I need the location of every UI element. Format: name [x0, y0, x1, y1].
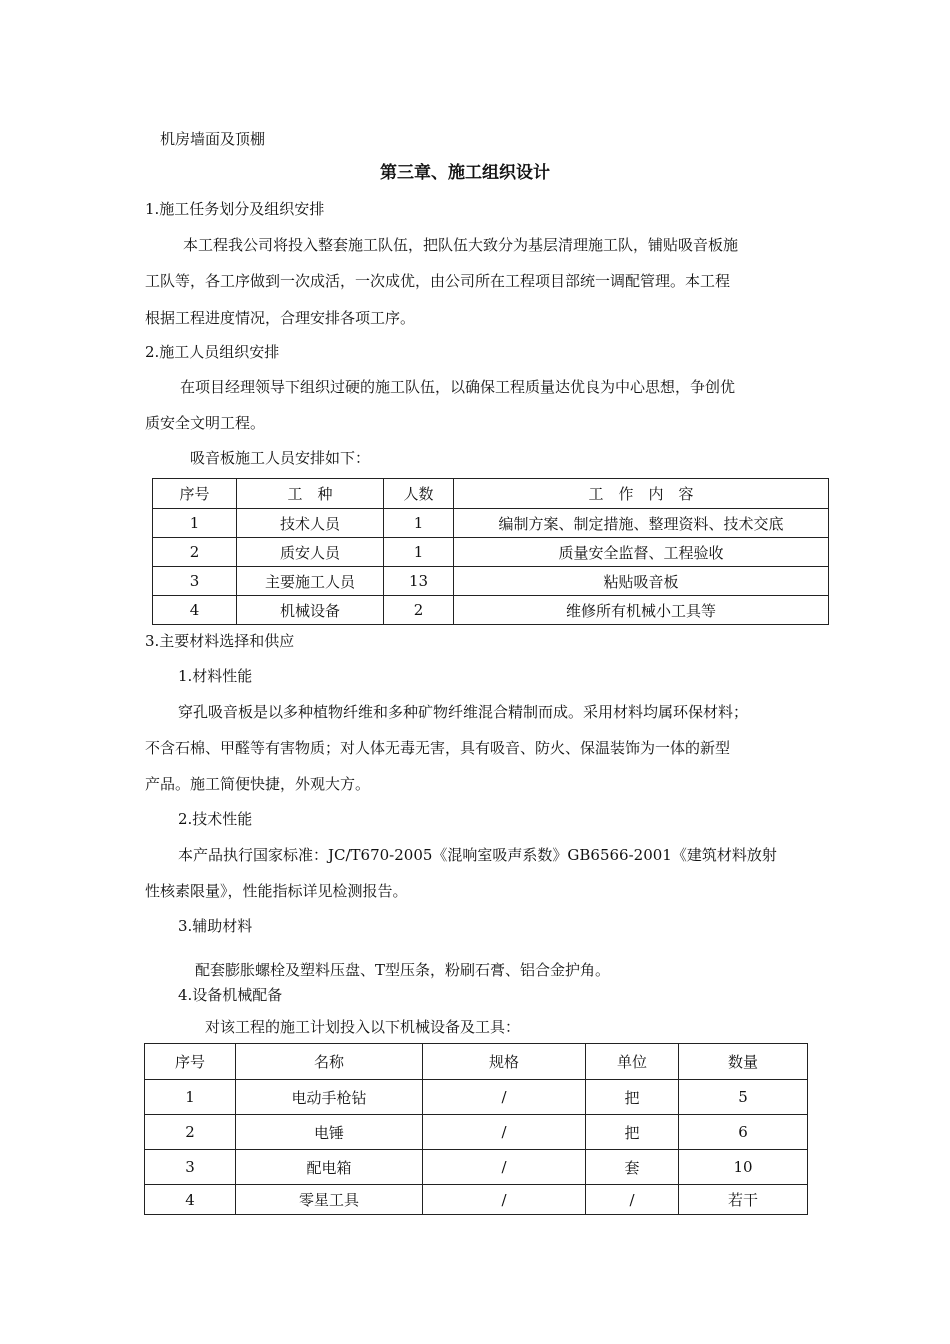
auxiliary-materials-line-1: 配套膨胀螺栓及塑料压盘、T型压条，粉刷石膏、铝合金护角。 — [195, 961, 611, 979]
material-performance-line-2: 不含石棉、甲醛等有害物质；对人体无毒无害，具有吸音、防火、保温装饰为一体的新型 — [145, 739, 731, 757]
section-2-heading: 2.施工人员组织安排 — [145, 343, 280, 361]
section-1-line-2: 工队等，各工序做到一次成活，一次成优，由公司所在工程项目部统一调配管理。本工程 — [145, 272, 731, 290]
table-cell: 技术人员 — [237, 509, 384, 538]
header-cell: 工 种 — [237, 479, 384, 509]
table-cell: 2 — [384, 596, 454, 625]
table-cell: 2 — [153, 538, 237, 567]
technical-performance-heading: 2.技术性能 — [178, 810, 253, 828]
table-cell: 机械设备 — [237, 596, 384, 625]
table-cell: 套 — [586, 1150, 679, 1185]
table-cell: 5 — [679, 1080, 808, 1115]
table-cell: / — [423, 1080, 586, 1115]
table-cell: 3 — [145, 1150, 236, 1185]
table-cell: 配电箱 — [236, 1150, 423, 1185]
pre-heading: 机房墙面及顶棚 — [160, 130, 266, 148]
equipment-table — [144, 1043, 808, 1215]
table-cell: 2 — [145, 1115, 236, 1150]
table-cell: 1 — [153, 509, 237, 538]
table-cell: / — [423, 1150, 586, 1185]
table-cell: 质量安全监督、工程验收 — [454, 538, 829, 567]
header-cell: 序号 — [145, 1044, 236, 1080]
table-cell: 4 — [153, 596, 237, 625]
table-cell: 1 — [145, 1080, 236, 1115]
table-cell: 把 — [586, 1080, 679, 1115]
table-row — [153, 596, 829, 625]
table-cell: 电动手枪钻 — [236, 1080, 423, 1115]
table-cell: 13 — [384, 567, 454, 596]
table-cell: / — [423, 1115, 586, 1150]
table-row — [145, 1185, 808, 1215]
table-cell: 编制方案、制定措施、整理资料、技术交底 — [454, 509, 829, 538]
equipment-heading: 4.设备机械配备 — [178, 986, 283, 1004]
chapter-title: 第三章、施工组织设计 — [380, 163, 550, 183]
table-header-row — [145, 1044, 808, 1080]
auxiliary-materials-heading: 3.辅助材料 — [178, 917, 253, 935]
section-2-line-1: 在项目经理领导下组织过硬的施工队伍，以确保工程质量达优良为中心思想，争创优 — [180, 378, 736, 396]
header-cell: 序号 — [153, 479, 237, 509]
table-row — [145, 1080, 808, 1115]
table-header-row — [153, 479, 829, 509]
table-cell: 6 — [679, 1115, 808, 1150]
equipment-table-intro: 对该工程的施工计划投入以下机械设备及工具： — [205, 1018, 521, 1036]
section-3-heading: 3.主要材料选择和供应 — [145, 632, 295, 650]
table-cell: 若干 — [679, 1185, 808, 1215]
table-cell: 零星工具 — [236, 1185, 423, 1215]
section-1-line-3: 根据工程进度情况，合理安排各项工序。 — [145, 309, 416, 327]
staff-table — [152, 478, 829, 625]
material-performance-heading: 1.材料性能 — [178, 667, 253, 685]
section-1-heading: 1.施工任务划分及组织安排 — [145, 200, 325, 218]
table-row — [145, 1150, 808, 1185]
table-row — [145, 1115, 808, 1150]
header-cell: 规格 — [423, 1044, 586, 1080]
table-row — [153, 509, 829, 538]
header-cell: 人数 — [384, 479, 454, 509]
table-cell: 4 — [145, 1185, 236, 1215]
section-2-line-2: 质安全文明工程。 — [145, 414, 266, 432]
table-row — [153, 538, 829, 567]
table-cell: 把 — [586, 1115, 679, 1150]
table-cell: 维修所有机械小工具等 — [454, 596, 829, 625]
header-cell: 单位 — [586, 1044, 679, 1080]
header-cell: 数量 — [679, 1044, 808, 1080]
staff-table-intro: 吸音板施工人员安排如下： — [190, 449, 371, 467]
table-cell: 粘贴吸音板 — [454, 567, 829, 596]
material-performance-line-3: 产品。施工简便快捷，外观大方。 — [145, 775, 371, 793]
table-row — [153, 567, 829, 596]
table-cell: 1 — [384, 538, 454, 567]
technical-performance-line-1: 本产品执行国家标准：JC/T670-2005《混响室吸声系数》GB6566-2001《建筑材料放射 — [178, 846, 777, 864]
table-cell: / — [423, 1185, 586, 1215]
material-performance-line-1: 穿孔吸音板是以多种植物纤维和多种矿物纤维混合精制而成。采用材料均属环保材料； — [178, 703, 749, 721]
table-cell: / — [586, 1185, 679, 1215]
header-cell: 名称 — [236, 1044, 423, 1080]
section-1-line-1: 本工程我公司将投入整套施工队伍，把队伍大致分为基层清理施工队，铺贴吸音板施 — [183, 236, 739, 254]
table-cell: 主要施工人员 — [237, 567, 384, 596]
table-cell: 电锤 — [236, 1115, 423, 1150]
table-cell: 10 — [679, 1150, 808, 1185]
table-cell: 3 — [153, 567, 237, 596]
table-cell: 1 — [384, 509, 454, 538]
table-cell: 质安人员 — [237, 538, 384, 567]
technical-performance-line-2: 性核素限量》，性能指标详见检测报告。 — [145, 882, 408, 900]
header-cell: 工 作 内 容 — [454, 479, 829, 509]
